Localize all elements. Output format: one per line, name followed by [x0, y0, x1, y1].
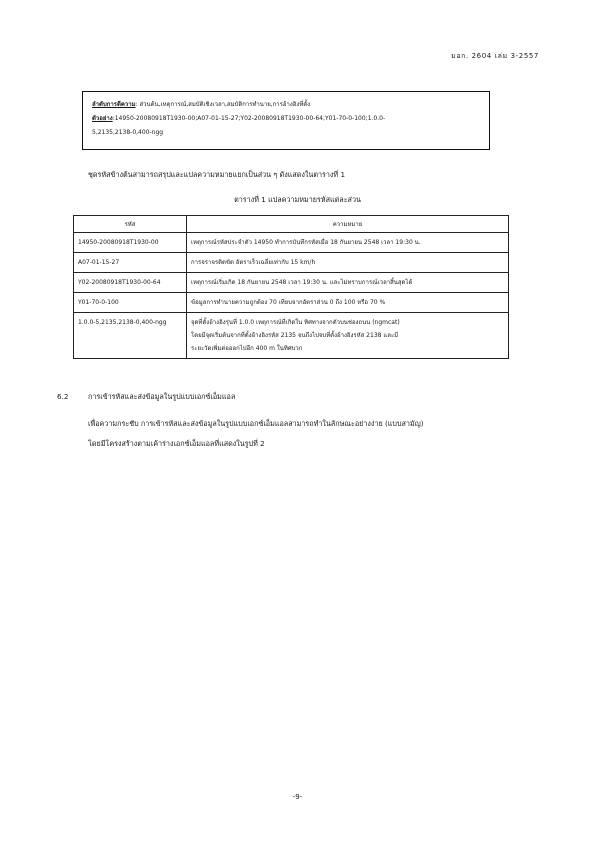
code-cell: Y01-70-0-100 — [74, 293, 187, 313]
example-text-2: 5,2135,2138-0,400-ngg — [92, 129, 164, 136]
page-number: -9- — [292, 793, 303, 801]
meaning-cell: การจราจรติดขัด อัตราเร็วเฉลี่ยเท่ากับ 15 km/h — [187, 253, 509, 273]
table-row — [74, 233, 509, 253]
example-box — [82, 91, 490, 150]
column-header-meaning: ความหมาย — [187, 216, 509, 233]
code-meaning-table — [73, 215, 509, 359]
section-paragraph-line-2: โดยมีโครงสร้างตามเค้าร่างเอกซ์เอ็มแอลที่แสดงในรูปที่ 2 — [88, 439, 265, 448]
meaning-cell: ข้อมูลการทำนายความถูกต้อง 70 เทียบจากอัตราส่วน 0 ถึง 100 หรือ 70 % — [187, 293, 509, 313]
code-cell: Y02-20080918T1930-00-64 — [74, 273, 187, 293]
meaning-cell: เหตุการณ์รหัสประจำตัว 14950 ทำการบันทึกรหัสเมื่อ 18 กันยายน 2548 เวลา 19:30 น. — [187, 233, 509, 253]
table-row — [74, 293, 509, 313]
code-cell: 14950-20080918T1930-00 — [74, 233, 187, 253]
example-label: ตัวอย่าง — [92, 115, 113, 122]
meaning-line: โดยมีจุดเริ่มต้นจากที่ตั้งอ้างอิงรหัส 2135 จนถึงไปจบที่ตั้งอ้างอิงรหัส 2138 และมี — [191, 332, 399, 339]
table-row — [74, 313, 509, 359]
interpretation-order-text: : ส่วนต้น,เหตุการณ์,สมบัติเชิงเวลา,สมบัติการทำนาย,การอ้างอิงที่ตั้ง — [135, 101, 311, 108]
table-header-row — [74, 216, 509, 233]
meaning-cell: เหตุการณ์เริ่มเกิด 18 กันยายน 2548 เวลา 19:30 น. และไม่ทราบการณ์เวลาสิ้นสุดได้ — [187, 273, 509, 293]
table-caption: ตารางที่ 1 แปลความหมายรหัสแต่ละส่วน — [234, 195, 361, 204]
meaning-cell — [187, 313, 509, 359]
interpretation-order-line — [92, 98, 480, 112]
intro-paragraph: ชุดรหัสข้างต้นสามารถสรุปและแปลความหมายแยกเป็นส่วน ๆ ดังแสดงในตารางที่ 1 — [88, 170, 346, 179]
section-number: 6.2 — [57, 392, 69, 401]
column-header-code: รหัส — [74, 216, 187, 233]
interpretation-order-label: ลำดับการตีความ — [92, 101, 136, 108]
meaning-line: จุดที่ตั้งอ้างอิงรุ่นที่ 1.0.0 เหตุการณ์ที่เกิดใน ทิศทางจากตัวบนช่องถนน (ngmcat) — [191, 319, 400, 326]
code-cell: A07-01-15-27 — [74, 253, 187, 273]
section-paragraph-line-1: เพื่อความกระชับ การเข้ารหัสและส่งข้อมูลในรูปแบบเอกซ์เอ็มแอลสามารถทำในลักษณะอย่างง่าย (แบบสามัญ) — [88, 419, 424, 428]
example-line — [92, 112, 480, 126]
standard-number-header: มอก. 2604 เล่ม 3-2557 — [451, 52, 539, 60]
code-cell: 1.0.0-5,2135,2138-0,400-ngg — [74, 313, 187, 359]
table-row — [74, 253, 509, 273]
meaning-line: ระยะวัดเพิ่มต่อออกไปอีก 400 m ในทิศบวก — [191, 345, 303, 352]
example-text-1: :14950-20080918T1930-00;A07-01-15-27;Y02-20080918T1930-00-64;Y01-70-0-100;1.0.0- — [112, 115, 386, 122]
section-title: การเข้ารหัสและส่งข้อมูลในรูปแบบเอกซ์เอ็มแอล — [88, 392, 236, 401]
table-row — [74, 273, 509, 293]
